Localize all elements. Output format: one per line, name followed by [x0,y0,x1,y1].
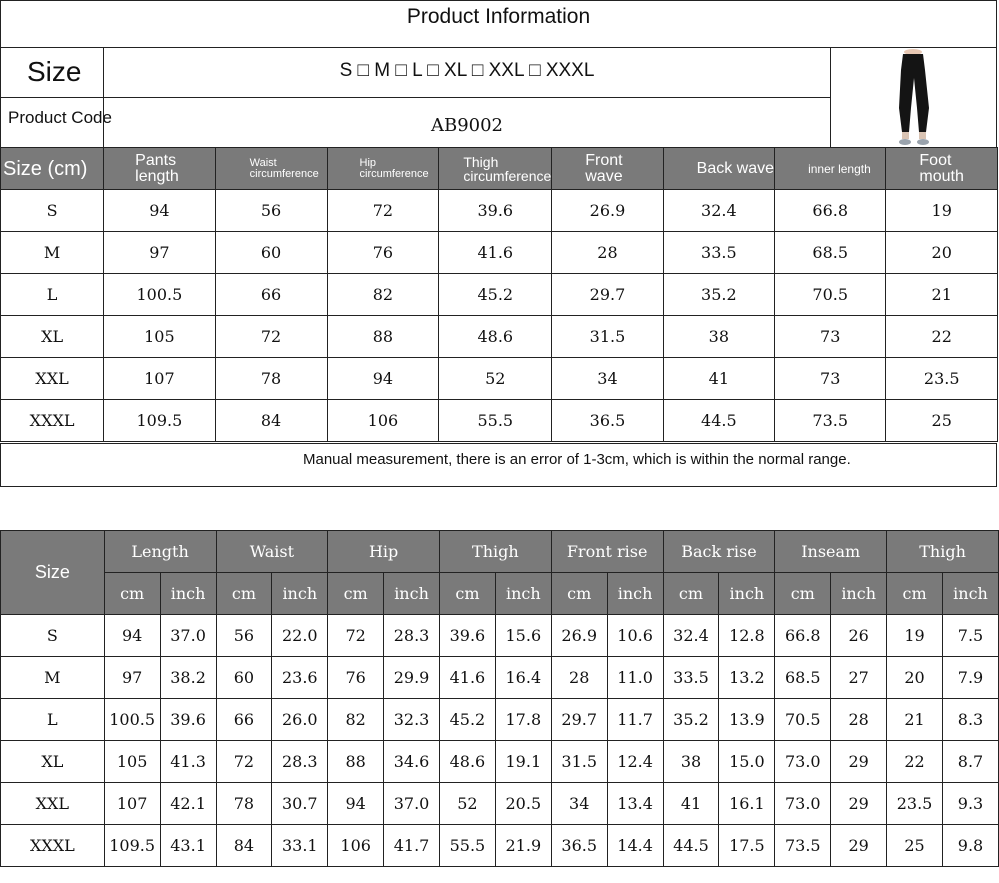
table-title: Product Information [0,0,997,48]
cell: 23.5 [886,358,998,400]
cell: 16.4 [495,657,551,699]
unit-header-row [1,573,999,615]
cell: 45.2 [439,274,552,316]
cell: 48.6 [439,316,552,358]
cell: 68.5 [775,657,831,699]
table-row [1,783,999,825]
header-size-cm: Size (cm) [1,148,104,190]
cell: 70.5 [775,699,831,741]
cell: 34 [551,783,607,825]
cell: 17.5 [719,825,775,867]
cell: 31.5 [552,316,663,358]
cell: 66.8 [775,190,886,232]
cell: 82 [327,274,439,316]
cell: 72 [215,316,327,358]
cell: 73.5 [775,825,831,867]
cell: 29.9 [384,657,440,699]
cell: 41 [663,783,719,825]
cell: 9.3 [943,783,999,825]
cell: 82 [328,699,384,741]
table-row [1,741,999,783]
cell: 66.8 [775,615,831,657]
cell: 33.5 [663,232,774,274]
cell: 10.6 [607,615,663,657]
table-row [1,274,998,316]
cell: 19 [886,190,998,232]
cell: 11.0 [607,657,663,699]
unit-inch: inch [160,573,216,615]
cell: 106 [327,400,439,442]
cell: 106 [328,825,384,867]
cell: 72 [327,190,439,232]
cell: 30.7 [272,783,328,825]
cell: 42.1 [160,783,216,825]
unit-inch: inch [943,573,999,615]
cell: 37.0 [160,615,216,657]
cell: 14.4 [607,825,663,867]
header-front-rise: Front rise [551,531,663,573]
cell: 105 [104,741,160,783]
cell: 20 [886,232,998,274]
cell: 73 [775,316,886,358]
header-inseam: Inseam [775,531,887,573]
size-options: S □ M □ L □ XL □ XXL □ XXXL [103,47,831,98]
table-row [1,699,999,741]
cell: 26.0 [272,699,328,741]
cell: 107 [104,783,160,825]
header-front-wave: Front wave [552,148,663,190]
cell: 52 [439,358,552,400]
product-code-value: AB9002 [103,97,831,148]
cell: 41.6 [439,657,495,699]
unit-inch: inch [831,573,887,615]
size-cm-inch-table [0,530,999,867]
cell: 15.6 [495,615,551,657]
cell: 72 [216,741,272,783]
unit-cm: cm [328,573,384,615]
cell: 39.6 [160,699,216,741]
cell: 88 [327,316,439,358]
cell: 11.7 [607,699,663,741]
cell: 13.9 [719,699,775,741]
unit-inch: inch [495,573,551,615]
cell: 45.2 [439,699,495,741]
table-row [1,190,998,232]
cell: XXL [1,358,104,400]
cell: 36.5 [551,825,607,867]
cell: 107 [104,358,215,400]
cell: 68.5 [775,232,886,274]
cell: 29 [831,741,887,783]
cell: 35.2 [663,699,719,741]
cell: 22 [887,741,943,783]
table-row [1,615,999,657]
measurement-note: Manual measurement, there is an error of 1-3cm, which is within the normal range. [0,443,997,487]
header-row [1,148,998,190]
cell: 38 [663,741,719,783]
cell: 20.5 [495,783,551,825]
header-size: Size [1,531,105,615]
cell: M [1,232,104,274]
cell: 39.6 [439,615,495,657]
table-row [1,400,998,442]
cell: 19 [887,615,943,657]
cell: 76 [327,232,439,274]
unit-inch: inch [719,573,775,615]
cell: S [1,190,104,232]
cell: 21.9 [495,825,551,867]
cell: 88 [328,741,384,783]
cell: 28.3 [384,615,440,657]
cell: 97 [104,232,215,274]
cell: 28.3 [272,741,328,783]
cell: 66 [216,699,272,741]
cell: 66 [215,274,327,316]
cell: 38.2 [160,657,216,699]
cell: 29.7 [552,274,663,316]
cell: 9.8 [943,825,999,867]
cell: XL [1,316,104,358]
header-back-wave: Back wave [663,148,774,190]
cell: 55.5 [439,825,495,867]
cell: 44.5 [663,400,774,442]
table-row [1,358,998,400]
cell: 78 [216,783,272,825]
cell: 23.6 [272,657,328,699]
unit-inch: inch [384,573,440,615]
unit-cm: cm [663,573,719,615]
cell: 13.4 [607,783,663,825]
cell: 109.5 [104,400,215,442]
cell: 7.5 [943,615,999,657]
cell: 16.1 [719,783,775,825]
cell: 94 [328,783,384,825]
cell: 41 [663,358,774,400]
cell: 94 [104,615,160,657]
header-thigh: Thigh circumference [439,148,552,190]
cell: 22.0 [272,615,328,657]
cell: 37.0 [384,783,440,825]
cell: 29 [831,825,887,867]
cell: 13.2 [719,657,775,699]
cell: L [1,699,105,741]
cell: 43.1 [160,825,216,867]
header-thigh: Thigh [439,531,551,573]
header-hip: Hip [328,531,440,573]
cell: 52 [439,783,495,825]
product-image [830,47,997,148]
cell: M [1,657,105,699]
cell: 28 [831,699,887,741]
cell: 60 [216,657,272,699]
cell: 32.4 [663,615,719,657]
cell: 25 [887,825,943,867]
cell: 28 [551,657,607,699]
cell: 26.9 [552,190,663,232]
unit-cm: cm [775,573,831,615]
cell: 70.5 [775,274,886,316]
cell: 8.7 [943,741,999,783]
cell: 44.5 [663,825,719,867]
table-row [1,657,999,699]
cell: 55.5 [439,400,552,442]
cell: 73.0 [775,741,831,783]
unit-inch: inch [607,573,663,615]
cell: XL [1,741,105,783]
cell: 23.5 [887,783,943,825]
cell: 97 [104,657,160,699]
unit-inch: inch [272,573,328,615]
table-row [1,232,998,274]
cell: 25 [886,400,998,442]
table-row [1,316,998,358]
cell: 84 [215,400,327,442]
unit-cm: cm [104,573,160,615]
cell: XXXL [1,400,104,442]
cell: 94 [104,190,215,232]
cell: 8.3 [943,699,999,741]
header-length: Length [104,531,216,573]
cell: 19.1 [495,741,551,783]
cell: 33.1 [272,825,328,867]
product-code-label: Product Code [0,97,104,148]
cell: 78 [215,358,327,400]
cell: 84 [216,825,272,867]
cell: 22 [886,316,998,358]
cell: 73.5 [775,400,886,442]
group-header-row [1,531,999,573]
cell: 20 [887,657,943,699]
header-waist: Waist circumference [215,148,327,190]
header-hip: Hip circumference [327,148,439,190]
cell: 34 [552,358,663,400]
cell: 12.4 [607,741,663,783]
size-label: Size [0,47,104,98]
unit-cm: cm [216,573,272,615]
unit-cm: cm [439,573,495,615]
cell: L [1,274,104,316]
cell: 21 [886,274,998,316]
cell: S [1,615,105,657]
leggings-model-icon [831,48,996,147]
cell: 41.3 [160,741,216,783]
cell: 27 [831,657,887,699]
cell: 41.7 [384,825,440,867]
cell: 41.6 [439,232,552,274]
cell: 109.5 [104,825,160,867]
cell: 31.5 [551,741,607,783]
table-row [1,825,999,867]
cell: 26.9 [551,615,607,657]
cell: XXXL [1,825,105,867]
cell: 72 [328,615,384,657]
cell: 38 [663,316,774,358]
cell: 76 [328,657,384,699]
unit-cm: cm [887,573,943,615]
cell: 32.4 [663,190,774,232]
cell: 34.6 [384,741,440,783]
cell: 33.5 [663,657,719,699]
header-pants-length: Pants length [104,148,215,190]
cell: 100.5 [104,274,215,316]
cell: 28 [552,232,663,274]
cell: 36.5 [552,400,663,442]
cell: 15.0 [719,741,775,783]
cell: 56 [215,190,327,232]
cell: XXL [1,783,105,825]
cell: 29.7 [551,699,607,741]
cell: 48.6 [439,741,495,783]
cell: 26 [831,615,887,657]
cell: 29 [831,783,887,825]
cell: 73 [775,358,886,400]
header-inner-length: inner length [775,148,886,190]
size-cm-table [0,147,998,442]
cell: 56 [216,615,272,657]
cell: 39.6 [439,190,552,232]
cell: 60 [215,232,327,274]
cell: 7.9 [943,657,999,699]
cell: 32.3 [384,699,440,741]
header-waist: Waist [216,531,328,573]
cell: 94 [327,358,439,400]
cell: 105 [104,316,215,358]
header-thigh-2: Thigh [887,531,999,573]
header-back-rise: Back rise [663,531,775,573]
cell: 35.2 [663,274,774,316]
cell: 12.8 [719,615,775,657]
unit-cm: cm [551,573,607,615]
cell: 17.8 [495,699,551,741]
cell: 73.0 [775,783,831,825]
cell: 100.5 [104,699,160,741]
cell: 21 [887,699,943,741]
header-foot-mouth: Foot mouth [886,148,998,190]
